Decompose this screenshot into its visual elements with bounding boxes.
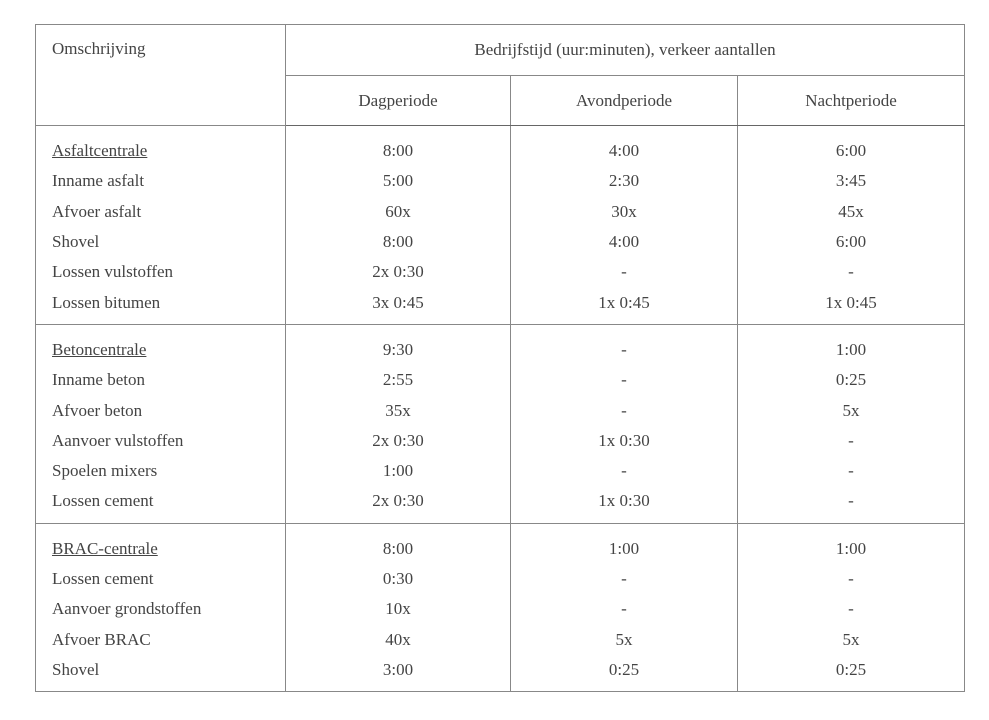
table-cell: 0:30: [286, 564, 511, 594]
table-cell: 3:45: [738, 166, 965, 196]
table-cell: -: [738, 564, 965, 594]
table-row: [36, 166, 965, 196]
table-cell: 1x 0:30: [511, 426, 738, 456]
row-label: Lossen cement: [36, 486, 286, 523]
table-cell: 2:30: [511, 166, 738, 196]
table-cell: 30x: [511, 197, 738, 227]
table-cell: 2x 0:30: [286, 486, 511, 523]
section-brac-centrale: [36, 523, 965, 691]
table-cell: 1x 0:45: [738, 287, 965, 324]
table-cell: 8:00: [286, 523, 511, 564]
section-title: Betoncentrale: [36, 324, 286, 365]
table-row: [36, 486, 965, 523]
table-row: [36, 426, 965, 456]
column-header-night: Nachtperiode: [738, 76, 965, 126]
table-row: [36, 257, 965, 287]
row-label: Afvoer BRAC: [36, 624, 286, 654]
column-header-description: Omschrijving: [36, 25, 286, 126]
row-label: Spoelen mixers: [36, 456, 286, 486]
section-title: BRAC-centrale: [36, 523, 286, 564]
table-cell: 4:00: [511, 126, 738, 167]
row-label: Lossen vulstoffen: [36, 257, 286, 287]
table-cell: 1x 0:45: [511, 287, 738, 324]
operating-times-table: [35, 24, 965, 692]
table-cell: 60x: [286, 197, 511, 227]
table-cell: -: [738, 456, 965, 486]
table-cell: -: [511, 395, 738, 425]
table-cell: -: [511, 594, 738, 624]
row-label: Lossen cement: [36, 564, 286, 594]
table-row: [36, 197, 965, 227]
table-cell: 10x: [286, 594, 511, 624]
table-cell: -: [511, 257, 738, 287]
table-row: [36, 395, 965, 425]
table-cell: 2x 0:30: [286, 426, 511, 456]
table-cell: -: [511, 324, 738, 365]
table-cell: 1:00: [738, 523, 965, 564]
table-cell: 6:00: [738, 227, 965, 257]
row-label: Shovel: [36, 655, 286, 692]
table-row: [36, 227, 965, 257]
row-label: Shovel: [36, 227, 286, 257]
table-cell: 6:00: [738, 126, 965, 167]
table-cell: -: [511, 365, 738, 395]
table-cell: 4:00: [511, 227, 738, 257]
table-cell: 1:00: [286, 456, 511, 486]
table-cell: 8:00: [286, 227, 511, 257]
row-label: Aanvoer grondstoffen: [36, 594, 286, 624]
section-title-row: [36, 126, 965, 167]
table-cell: -: [511, 564, 738, 594]
table-cell: 1:00: [511, 523, 738, 564]
table-cell: 5x: [738, 624, 965, 654]
table-cell: 3x 0:45: [286, 287, 511, 324]
table-cell: 9:30: [286, 324, 511, 365]
section-betoncentrale: [36, 324, 965, 523]
table-cell: 2x 0:30: [286, 257, 511, 287]
table-row: [36, 564, 965, 594]
table-cell: 35x: [286, 395, 511, 425]
table-row: [36, 655, 965, 692]
table-cell: 5x: [738, 395, 965, 425]
row-label: Afvoer beton: [36, 395, 286, 425]
table-row: [36, 624, 965, 654]
row-label: Inname asfalt: [36, 166, 286, 196]
table-cell: 0:25: [738, 365, 965, 395]
table-cell: -: [738, 594, 965, 624]
table-row: [36, 456, 965, 486]
table-cell: -: [511, 456, 738, 486]
table-cell: 8:00: [286, 126, 511, 167]
table-cell: -: [738, 486, 965, 523]
table-row: [36, 287, 965, 324]
column-group-header: Bedrijfstijd (uur:minuten), verkeer aantallen: [286, 25, 965, 76]
section-asfaltcentrale: [36, 126, 965, 325]
table-cell: 40x: [286, 624, 511, 654]
table-row: [36, 594, 965, 624]
table-cell: 0:25: [738, 655, 965, 692]
table-cell: 2:55: [286, 365, 511, 395]
row-label: Afvoer asfalt: [36, 197, 286, 227]
column-header-day: Dagperiode: [286, 76, 511, 126]
row-label: Aanvoer vulstoffen: [36, 426, 286, 456]
table-cell: 45x: [738, 197, 965, 227]
row-label: Inname beton: [36, 365, 286, 395]
row-label: Lossen bitumen: [36, 287, 286, 324]
section-title-row: [36, 324, 965, 365]
table-row: [36, 365, 965, 395]
table-cell: 1x 0:30: [511, 486, 738, 523]
section-title: Asfaltcentrale: [36, 126, 286, 167]
section-title-row: [36, 523, 965, 564]
table-cell: 5x: [511, 624, 738, 654]
table-cell: 5:00: [286, 166, 511, 196]
table-cell: 1:00: [738, 324, 965, 365]
table-cell: -: [738, 426, 965, 456]
table-cell: -: [738, 257, 965, 287]
column-header-evening: Avondperiode: [511, 76, 738, 126]
table-cell: 3:00: [286, 655, 511, 692]
table-header: [36, 25, 965, 126]
table-cell: 0:25: [511, 655, 738, 692]
